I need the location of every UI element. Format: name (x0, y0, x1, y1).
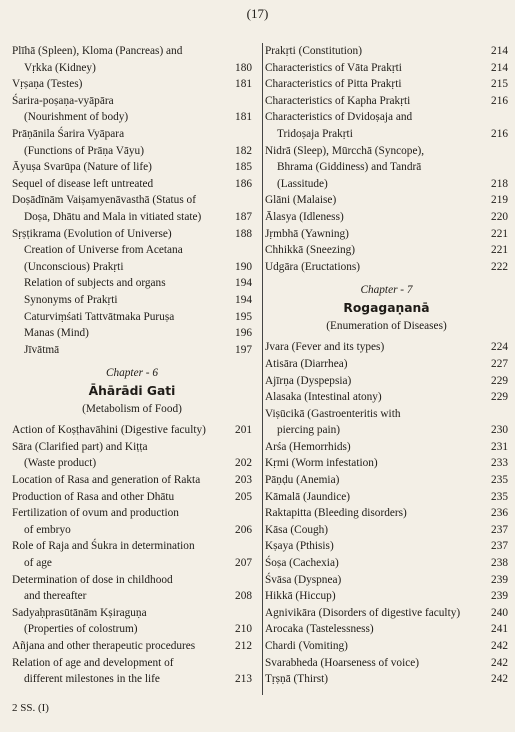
toc-entry (12, 572, 252, 605)
toc-entry-title (12, 159, 220, 176)
toc-entry (265, 356, 508, 373)
toc-entry-line: Atisāra (Diarrhea) (265, 357, 348, 370)
toc-entry-title (12, 292, 220, 309)
toc-entry-page: 190 (235, 260, 252, 273)
toc-entry-line: Relation of subjects and organs (24, 277, 166, 290)
toc-entry-line: Tridoṣaja Prakṛti (277, 127, 353, 140)
toc-entry-line: Hikkā (Hiccup) (265, 590, 336, 603)
chapter-7-heading (265, 281, 508, 335)
toc-entry-line: (Nourishment of body) (24, 111, 129, 124)
toc-entry-page: 239 (491, 573, 508, 586)
toc-entry-page: 188 (235, 227, 252, 240)
toc-entry-line: Alasaka (Intestinal atony) (265, 391, 382, 404)
toc-entry-page: 196 (235, 327, 252, 340)
toc-entry-page: 240 (491, 606, 508, 619)
toc-entry (265, 439, 508, 456)
toc-entry (265, 226, 508, 243)
toc-entry-line: Prāṇānila Śarira Vyāpara (12, 127, 125, 140)
toc-entry-line: Role of Raja and Śukra in determination (12, 540, 195, 553)
toc-entry-page: 201 (235, 424, 252, 437)
toc-entry (12, 342, 252, 359)
toc-entry-title (12, 422, 220, 439)
toc-entry-line: Prakṛti (Constitution) (265, 45, 362, 57)
toc-entry-title (265, 109, 476, 142)
toc-entry-page: 242 (491, 673, 508, 686)
toc-entry-line: Kṣaya (Pthisis) (265, 540, 334, 553)
toc-entry-title (265, 373, 476, 390)
toc-entry-line: Svarabheda (Hoarseness of voice) (265, 656, 420, 669)
toc-entry-title (12, 192, 220, 225)
toc-entry-page: 231 (491, 440, 508, 453)
toc-entry (265, 60, 508, 77)
toc-entry-line: Sṛṣṭikrama (Evolution of Universe) (12, 227, 172, 240)
toc-entry-line: Udgāra (Eructations) (265, 260, 361, 273)
toc-entry-title (265, 538, 476, 555)
toc-entry-title (265, 226, 476, 243)
page-number: (17) (246, 6, 269, 21)
toc-entry-line: Arocaka (Tastelessness) (265, 623, 374, 636)
toc-entry-title (265, 143, 476, 193)
toc-entry-title (12, 126, 220, 159)
toc-entry-line: Pāṇḍu (Anemia) (265, 474, 340, 487)
toc-entry-page: 221 (491, 244, 508, 257)
toc-entry (265, 472, 508, 489)
toc-entry-line: Vṛṣaṇa (Testes) (12, 78, 83, 91)
toc-entry-title (265, 489, 476, 506)
toc-entry-page: 216 (491, 127, 508, 140)
toc-entry-page: 208 (235, 590, 252, 603)
toc-entry-title (12, 489, 220, 506)
toc-entry-line: Fertilization of ovum and production (12, 507, 179, 520)
toc-entry-page: 237 (491, 540, 508, 553)
chapter-subtitle: (Enumeration of Diseases) (326, 320, 447, 333)
toc-entry-line: Doṣa, Dhātu and Mala in vitiated state) (24, 210, 202, 223)
toc-entry-line: Creation of Universe from Acetana (24, 244, 183, 257)
toc-entry (12, 325, 252, 342)
toc-entry-line: Characteristics of Kapha Prakṛti (265, 94, 411, 107)
toc-entry-title (12, 93, 220, 126)
toc-entry-line: Chhikkā (Sneezing) (265, 244, 356, 257)
toc-entry-title (265, 192, 476, 209)
toc-entry-line: Caturviṃśati Tattvātmaka Puruṣa (24, 310, 175, 323)
toc-entry-title (12, 655, 220, 688)
toc-entry-page: 186 (235, 177, 252, 190)
toc-entry (12, 309, 252, 326)
toc-entry-page: 202 (235, 457, 252, 470)
toc-entry (12, 76, 252, 93)
toc-entry-title (265, 93, 476, 110)
chapter-label: Chapter - 7 (360, 284, 413, 297)
toc-entry-page: 219 (491, 194, 508, 207)
toc-entry-title (12, 309, 220, 326)
toc-entry (12, 292, 252, 309)
toc-entry-title (265, 655, 476, 672)
toc-entry-line: Tṛṣṇā (Thirst) (265, 673, 329, 686)
toc-entry-line: (Unconscious) Prakṛti (24, 260, 124, 273)
toc-entry-title (12, 275, 220, 292)
toc-entry-line: Ajīrṇa (Dyspepsia) (265, 374, 352, 387)
toc-entry-line: Characteristics of Vāta Prakṛti (265, 61, 402, 74)
toc-entry-line: Kṛmi (Worm infestation) (265, 457, 378, 470)
toc-entry-page: 206 (235, 523, 252, 536)
toc-entry (265, 655, 508, 672)
toc-entry-title (265, 60, 476, 77)
toc-entry (12, 159, 252, 176)
toc-entry-line: Determination of dose in childhood (12, 573, 173, 586)
toc-entry-title (265, 555, 476, 572)
toc-entry-page: 203 (235, 474, 252, 487)
toc-entry-line: Manas (Mind) (24, 327, 89, 340)
toc-entry-page: 224 (491, 341, 508, 354)
toc-entry-line: Characteristics of Dvidoṣaja and (265, 111, 413, 124)
toc-entry (12, 638, 252, 655)
toc-entry-line: Relation of age and development of (12, 656, 174, 669)
toc-entry-line: Glāni (Malaise) (265, 194, 337, 207)
toc-entry (265, 143, 508, 193)
footer-signature: 2 SS. (I) (12, 702, 49, 714)
toc-entry-line: piercing pain) (277, 424, 341, 437)
toc-entry-line: Raktapitta (Bleeding disorders) (265, 507, 407, 520)
toc-entry-title (265, 505, 476, 522)
toc-entry (265, 259, 508, 276)
toc-entry-line: Jṛmbhā (Yawning) (265, 227, 349, 240)
toc-entry (265, 109, 508, 142)
toc-entry (12, 192, 252, 225)
toc-entry-line: Śarira-poṣaṇa-vyāpāra (12, 94, 114, 107)
toc-entry (12, 242, 252, 275)
toc-entry-line: Characteristics of Pitta Prakṛti (265, 78, 402, 91)
toc-entry-page: 210 (235, 623, 252, 636)
toc-entry-line: Location of Rasa and generation of Rakta (12, 474, 201, 487)
toc-entry-page: 181 (235, 78, 252, 91)
toc-entry-page: 207 (235, 557, 252, 570)
toc-entry (265, 339, 508, 356)
toc-entry-page: 185 (235, 161, 252, 174)
toc-entry (265, 588, 508, 605)
toc-entry (12, 489, 252, 506)
toc-entry-page: 181 (235, 111, 252, 124)
toc-entry (12, 126, 252, 159)
toc-entry (265, 389, 508, 406)
toc-entry (12, 176, 252, 193)
toc-entry-page: 239 (491, 590, 508, 603)
toc-entry-line: (Functions of Prāṇa Vāyu) (24, 144, 144, 157)
toc-entry (265, 43, 508, 60)
toc-entry-line: Āyuṣa Svarūpa (Nature of life) (12, 161, 152, 174)
toc-entry-line: Nidrā (Sleep), Mūrcchā (Syncope), (265, 144, 425, 157)
toc-entry-title (265, 242, 476, 259)
toc-entry (265, 192, 508, 209)
toc-entry-line: and thereafter (24, 590, 87, 603)
toc-entry-title (12, 472, 220, 489)
toc-entry-page: 218 (491, 177, 508, 190)
toc-entry-title (12, 439, 220, 472)
toc-entry-title (12, 538, 220, 571)
toc-entry (12, 655, 252, 688)
toc-entry (265, 455, 508, 472)
toc-entry (265, 572, 508, 589)
right-top-entries (265, 43, 508, 275)
toc-entry-title (265, 472, 476, 489)
toc-entry-title (265, 339, 476, 356)
toc-entry-page: 235 (491, 490, 508, 503)
toc-entry-title (265, 455, 476, 472)
toc-entry-page: 229 (491, 374, 508, 387)
toc-entry-page: 236 (491, 507, 508, 520)
toc-entry-title (265, 406, 476, 439)
toc-entry-page: 180 (235, 61, 252, 74)
toc-entry-line: Jvara (Fever and its types) (265, 341, 385, 354)
toc-entry-line: Añjana and other therapeutic procedures (12, 640, 196, 652)
right-column (262, 43, 508, 695)
toc-entry-title (265, 439, 476, 456)
toc-entry-page: 197 (235, 343, 252, 356)
toc-entry-title (265, 389, 476, 406)
toc-entry-page: 212 (235, 640, 252, 652)
toc-entry-page: 242 (491, 640, 508, 652)
toc-entry-page: 238 (491, 557, 508, 570)
toc-entry-title (12, 226, 220, 243)
toc-entry-title (12, 342, 220, 359)
toc-entry-line: Śoṣa (Cachexia) (265, 557, 339, 570)
left-top-entries (12, 43, 252, 358)
toc-entry-title (12, 176, 220, 193)
left-bottom-entries (12, 422, 252, 688)
toc-entry (265, 671, 508, 688)
toc-entry-line: Action of Koṣṭhavāhini (Digestive faculty) (12, 424, 206, 437)
toc-entry-line: Viṣūcikā (Gastroenteritis with (265, 407, 401, 420)
toc-entry (12, 93, 252, 126)
toc-entry-page: 227 (491, 357, 508, 370)
toc-entry-title (265, 621, 476, 638)
toc-entry (12, 538, 252, 571)
toc-entry-title (12, 638, 220, 655)
toc-entry-page: 194 (235, 293, 252, 306)
toc-entry (265, 373, 508, 390)
toc-entry-title (12, 605, 220, 638)
toc-entry-title (265, 605, 476, 622)
toc-entry-page: 233 (491, 457, 508, 470)
toc-entry (265, 406, 508, 439)
toc-entry-line: Agnivikāra (Disorders of digestive faculty) (265, 606, 461, 619)
toc-entry-title (265, 76, 476, 93)
toc-entry-title (265, 671, 476, 688)
toc-entry-line: Sequel of disease left untreated (12, 177, 154, 190)
toc-entry-title (265, 588, 476, 605)
toc-entry-page: 229 (491, 391, 508, 404)
toc-entry-page: 216 (491, 94, 508, 107)
toc-entry (12, 275, 252, 292)
chapter-label: Chapter - 6 (105, 367, 159, 380)
toc-entry-title (12, 76, 220, 93)
toc-entry (265, 621, 508, 638)
toc-entry-line: Chardi (Vomiting) (265, 640, 348, 652)
toc-entry (265, 538, 508, 555)
toc-entry (265, 76, 508, 93)
toc-entry-line: Sadyaḥprasūtānām Kṣiraguṇa (12, 606, 147, 619)
toc-entry-line: (Properties of colostrum) (24, 623, 138, 636)
toc-entry (265, 505, 508, 522)
toc-entry-page: 187 (235, 210, 252, 223)
toc-entry (265, 93, 508, 110)
toc-entry-title (265, 638, 476, 655)
toc-entry-line: of age (24, 557, 52, 570)
toc-entry (12, 472, 252, 489)
toc-entry (265, 555, 508, 572)
chapter-title: Āhārādi Gati (88, 384, 176, 399)
toc-entry (12, 43, 252, 76)
toc-entry-line: (Lassitude) (277, 177, 328, 190)
toc-entry-line: Kāmalā (Jaundice) (265, 490, 350, 503)
toc-entry-page: 195 (235, 310, 252, 323)
toc-entry-title (265, 209, 476, 226)
toc-entry-page: 182 (235, 144, 252, 157)
toc-entry-title (12, 505, 220, 538)
left-column (12, 43, 252, 688)
toc-entry-title (265, 572, 476, 589)
toc-entry (265, 605, 508, 622)
toc-entry-title (12, 325, 220, 342)
toc-entry-title (265, 43, 476, 60)
toc-entry-page: 237 (491, 523, 508, 536)
toc-entry-line: Doṣādīnām Vaiṣamyenāvasthā (Status of (12, 194, 196, 207)
toc-entry (265, 638, 508, 655)
toc-entry-page: 241 (491, 623, 508, 636)
chapter-6-heading (12, 364, 252, 418)
toc-entry-title (12, 242, 220, 275)
toc-entry-page: 235 (491, 474, 508, 487)
toc-entry-page: 215 (491, 78, 508, 91)
toc-entry-title (12, 572, 220, 605)
toc-entry-page: 230 (491, 424, 508, 437)
toc-entry-line: (Waste product) (24, 457, 97, 470)
chapter-title: Rogagaṇanā (343, 301, 430, 316)
toc-entry-line: Bhrama (Giddiness) and Tandrā (277, 161, 422, 174)
toc-entry-line: Sāra (Clarified part) and Kiṭṭa (12, 440, 148, 453)
toc-entry-line: different milestones in the life (24, 673, 160, 686)
toc-entry-title (12, 43, 220, 76)
toc-entry-title (265, 356, 476, 373)
toc-entry (12, 422, 252, 439)
toc-entry-line: Plīhā (Spleen), Kloma (Pancreas) and (12, 45, 183, 57)
toc-entry (12, 505, 252, 538)
toc-entry (265, 209, 508, 226)
toc-entry-line: Arśa (Hemorrhids) (265, 440, 351, 453)
toc-entry (12, 439, 252, 472)
toc-entry-page: 205 (235, 490, 252, 503)
toc-entry (265, 242, 508, 259)
toc-entry (265, 489, 508, 506)
right-bottom-entries (265, 339, 508, 687)
toc-entry-page: 220 (491, 210, 508, 223)
toc-entry-page: 194 (235, 277, 252, 290)
toc-entry-line: Production of Rasa and other Dhātu (12, 490, 175, 503)
toc-entry-title (265, 259, 476, 276)
toc-entry-line: Kāsa (Cough) (265, 523, 329, 536)
toc-entry-title (265, 522, 476, 539)
toc-entry-line: Synonyms of Prakṛti (24, 293, 118, 306)
toc-entry-page: 221 (491, 227, 508, 240)
toc-entry-line: Jīvātmā (24, 343, 60, 356)
toc-entry (12, 605, 252, 638)
toc-entry-page: 213 (235, 673, 252, 686)
toc-entry (265, 522, 508, 539)
toc-entry (12, 226, 252, 243)
toc-entry-page: 222 (491, 260, 508, 273)
toc-entry-page: 214 (491, 45, 508, 57)
toc-entry-line: of embryo (24, 523, 71, 536)
chapter-subtitle: (Metabolism of Food) (82, 403, 182, 416)
toc-entry-line: Śvāsa (Dyspnea) (265, 573, 342, 586)
toc-entry-page: 214 (491, 61, 508, 74)
toc-entry-page: 242 (491, 656, 508, 669)
toc-entry-line: Ālasya (Idleness) (265, 210, 344, 223)
toc-entry-line: Vṛkka (Kidney) (24, 61, 96, 74)
